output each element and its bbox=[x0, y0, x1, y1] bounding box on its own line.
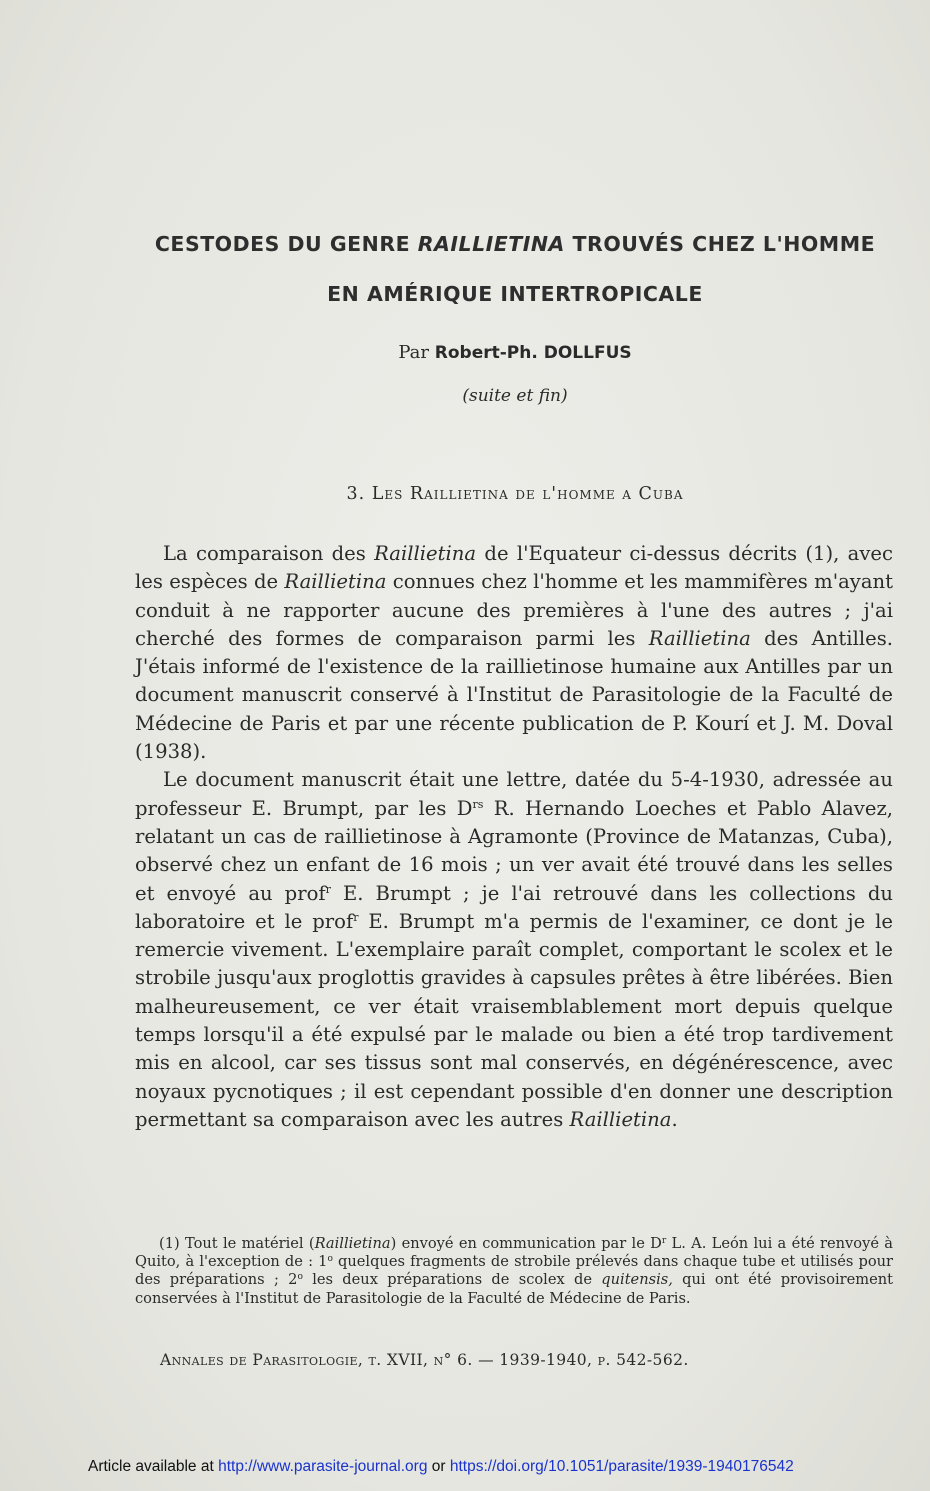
article-title-line-1: CESTODES DU GENRE RAILLIETINA TROUVÉS CHEZ L'HOMME bbox=[154, 232, 876, 256]
title-genus: RAILLIETINA bbox=[417, 232, 565, 256]
paragraph-1: La comparaison des Raillietina de l'Equateur ci-dessus décrits (1), avec les espèces de Raillietina connues chez l'homme et les mammifères m'ayant conduit à ne rapporter aucune des premières à l'une des autres ; j'ai cherché des formes de comparaison parmi les Raillietina des Antilles. J'étais informé de l'existence de la raillietinose humaine aux Antilles par un document manuscrit conservé à l'Institut de Parasitologie de la Faculté de Médecine de Paris et par une récente publication de P. Kourí et J. M. Doval (1938). bbox=[135, 542, 894, 764]
continuation-note: (suite et fin) bbox=[462, 386, 568, 406]
availability-line: Article available at http://www.parasite-journal.org or https://doi.org/10.1051/parasite/1939-1940176542 bbox=[88, 1458, 794, 1475]
body-text bbox=[135, 540, 893, 1134]
author-line: Par Robert-Ph. DOLLFUS bbox=[398, 342, 632, 363]
footnote bbox=[135, 1235, 893, 1308]
journal-link[interactable]: http://www.parasite-journal.org bbox=[218, 1458, 428, 1475]
journal-citation: Annales de Parasitologie, t. XVII, n° 6. — 1939-1940, p. 542-562. bbox=[160, 1351, 689, 1369]
article-title-line-2: EN AMÉRIQUE INTERTROPICALE bbox=[327, 282, 703, 306]
footnote-1: (1) Tout le matériel (Raillietina) envoyé en communication par le $D^r$ L. A. León lui a été renvoyé à Quito, à l'exception de : 1$^o$ quelques fragments de strobile prélevés dans chaque tube et utilisés pour des préparations ; 2$^o$ les deux préparations de scolex de quitensis, qui ont été provisoirement conservées à l'Institut de Parasitologie de la Faculté de Médecine de Paris. bbox=[135, 1235, 894, 1307]
paragraph-2: Le document manuscrit était une lettre, datée du 5-4-1930, adressée au professeur E. Brumpt, par les $D^{rs}$ R. Hernando Loeches et Pablo Alavez, relatant un cas de raillietinose à Agramonte (Province de Matanzas, Cuba), observé chez un enfant de 16 mois ; un ver avait été trouvé dans les selles et envoyé au prof$^r$ E. Brumpt ; je l'ai retrouvé dans les collections du laboratoire et le prof$^r$ E. Brumpt m'a permis de l'examiner, ce dont je le remercie vivement. L'exemplaire paraît complet, comportant le scolex et le strobile jusqu'aux proglottis gravides à capsules prêtes à être libérées. Bien malheureusement, ce ver était vraisemblablement mort depuis quelque temps lorsqu'il a été expulsé par le malade ou bien a été trop tardivement mis en alcool, car ses tissus sont mal conservés, en dégénérescence, avec noyaux pycnotiques ; il est cependant possible d'en donner une description permettant sa comparaison avec les autres Raillietina. bbox=[135, 768, 893, 1131]
section-heading: 3. Les Raillietina de l'homme a Cuba bbox=[346, 484, 684, 504]
doi-link[interactable]: https://doi.org/10.1051/parasite/1939-1940176542 bbox=[449, 1458, 794, 1475]
author-name: Robert-Ph. DOLLFUS bbox=[434, 343, 632, 363]
